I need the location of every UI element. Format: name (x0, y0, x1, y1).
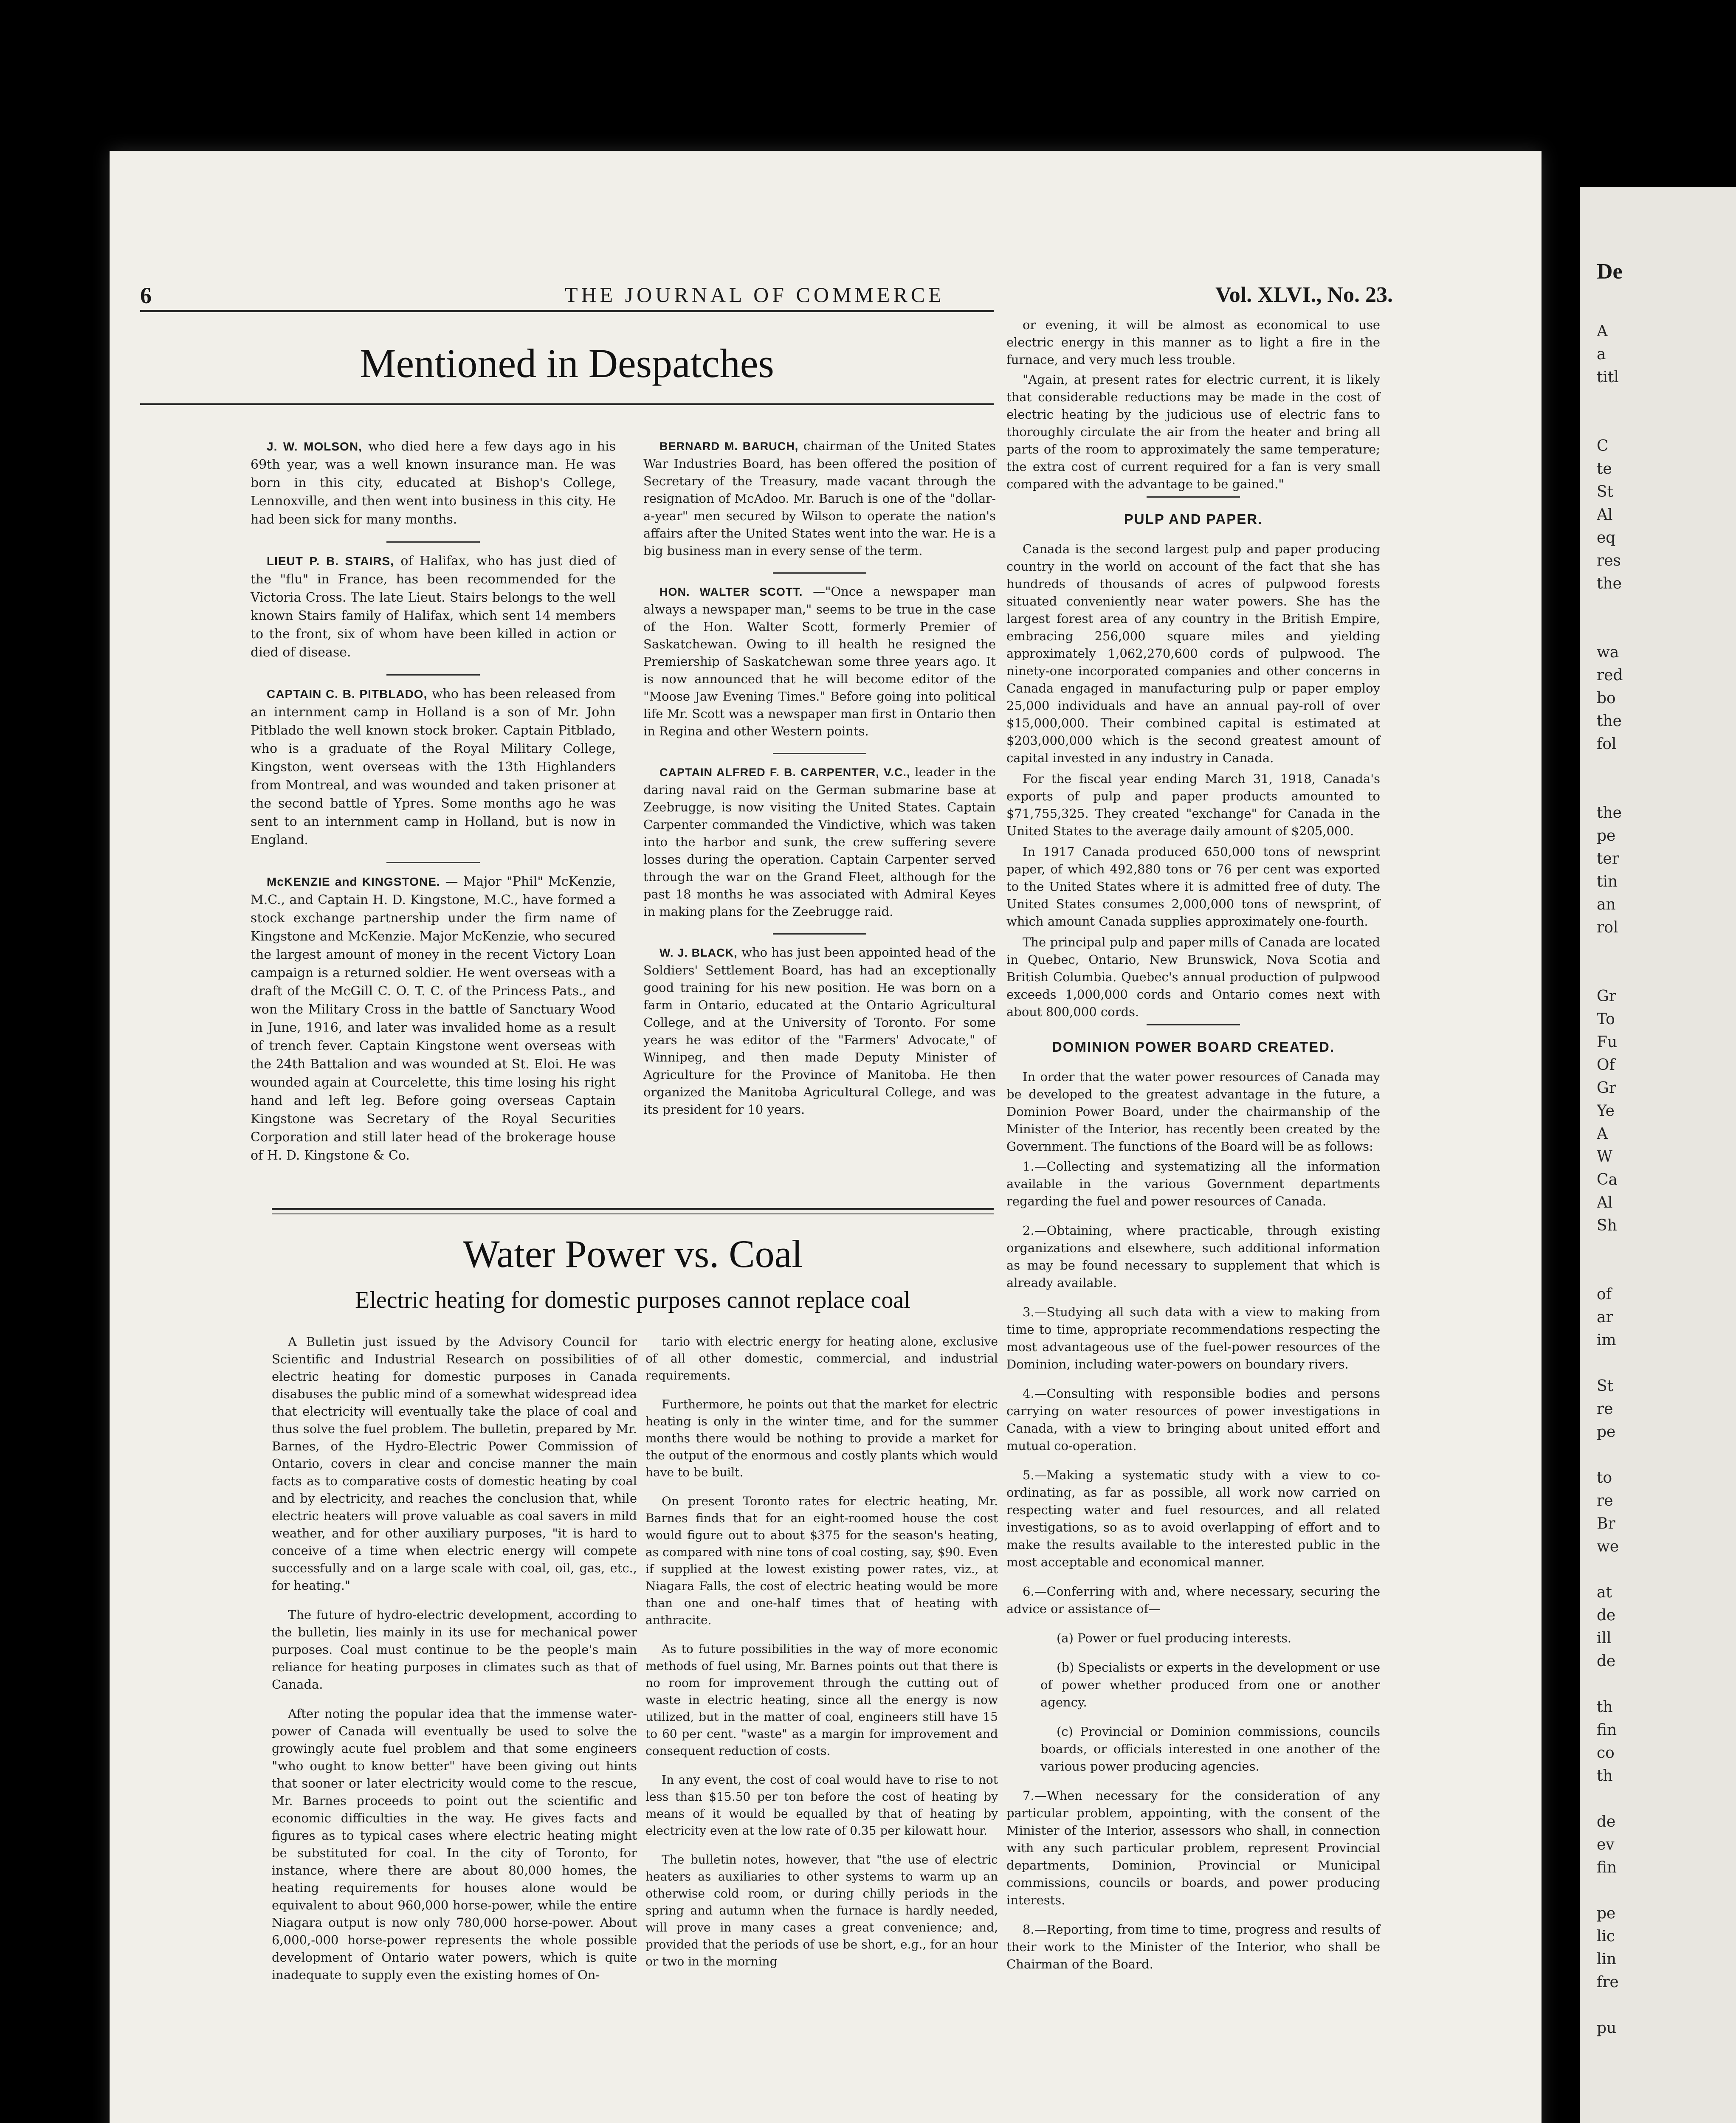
adjacent-text-fragment: to (1597, 1469, 1612, 1487)
adjacent-text-fragment: eq (1597, 529, 1616, 546)
despatch-text: chairman of the United States War Industries Board, has been offered the position of Secretary of the Treasury, made vacant through the resignation of McAdoo. Mr. Baruch is one of the "dollar-a-year" men secured by Wilson to operate the nation's affairs after the United States went into the war. He is a big business man in every sense of the term. (643, 439, 996, 558)
adjacent-text-fragment: Sh (1597, 1217, 1617, 1234)
section-separator (1147, 496, 1240, 498)
pulp-paper-heading: PULP AND PAPER. (1124, 511, 1263, 527)
adjacent-text-fragment: pe (1597, 1423, 1616, 1441)
adjacent-text-fragment: To (1597, 1011, 1615, 1028)
pulp-paragraph: In 1917 Canada produced 650,000 tons of newsprint paper, of which 492,880 tons or 76 per cent was exported to the United States where it is admitted free of duty. The United States consumes 2,000,000 tons of newsprint, of which amount Canada supplies approximately one-fourth. (1006, 845, 1380, 929)
header-rule (140, 310, 994, 312)
despatch-text: — Major "Phil" McKenzie, M.C., and Captain H. D. Kingstone, M.C., have formed a stock exchange partnership under the firm name of Kingstone and McKenzie. Major McKenzie, who secured the largest amount of money in the recent Victory Loan campaign is a returned soldier. He went overseas with a draft of the McGill C. O. T. C. of the Princess Pats., and won the Military Cross in the battle of Sanctuary Wood in June, 1916, and later was invalided home as a result of trench fever. Captain Kingstone went overseas with the 24th Battalion and was wounded at St. Eloi. He was wounded again at Courcelette, this time losing his right hand and left leg. Before going overseas Captain Kingstone was Secretary of the Royal Securities Corporation and still later head of the brokerage house of H. D. Kingstone & Co. (251, 874, 616, 1163)
adjacent-text-fragment: Al (1597, 1194, 1613, 1211)
adjacent-text-fragment: th (1597, 1698, 1613, 1716)
adjacent-text-fragment: we (1597, 1538, 1619, 1555)
water-power-subtitle: Electric heating for domestic purposes cannot replace coal (355, 1287, 910, 1313)
adjacent-text-fragment: wa (1597, 644, 1619, 661)
despatch-paragraph (251, 552, 616, 662)
adjacent-text-fragment (1597, 779, 1733, 802)
adjacent-text-fragment: fre (1597, 1974, 1619, 1991)
despatches-left-column (251, 437, 616, 1177)
adjacent-text-fragment (1597, 1444, 1733, 1467)
adjacent-text-fragment: co (1597, 1744, 1615, 1762)
article-paragraph: As to future possibilities in the way of more economic methods of fuel using, Mr. Barnes points out that there is no room for improvement through the cutting out of waste in electric heating, since all the energy is now utilized, but in the matter of coal, engineers still have 15 to 60 per cent. "waste" as a margin for improvement and consequent reduction of costs. (645, 1642, 998, 1758)
item-separator (773, 933, 866, 935)
page-number: 6 (140, 283, 152, 308)
adjacent-page-fragments (1597, 297, 1733, 2040)
despatch-text: —"Once a newspaper man always a newspaper man," seems to be true in the case of the Hon. Walter Scott, formerly Premier of Saskatchewan. Owing to ill health he resigned the Premiership of Saskatchewan some three years ago. It is now announced that he will become editor of the "Moose Jaw Evening Times." Before going into political life Mr. Scott was a newspaper man first in Ontario then in Regina and other Western points. (643, 584, 996, 738)
despatch-name: HON. WALTER SCOTT. (659, 586, 803, 598)
right-column (1006, 316, 1380, 1985)
power-board-function: 8.—Reporting, from time to time, progress and results of their work to the Minister of the Interior, who shall be Chairman of the Board. (1006, 1922, 1380, 1971)
adjacent-text-fragment: re (1597, 1400, 1613, 1418)
adjacent-text-fragment: bo (1597, 690, 1616, 707)
despatch-paragraph (643, 583, 996, 740)
despatch-name: J. W. MOLSON, (267, 440, 362, 453)
despatch-item (643, 944, 996, 1118)
adjacent-text-fragment: the (1597, 575, 1622, 592)
despatch-item (643, 763, 996, 921)
adjacent-text-fragment: A (1597, 1125, 1608, 1143)
adjacent-text-fragment (1597, 1237, 1733, 1260)
adjacent-text-fragment: the (1597, 804, 1622, 822)
volume-number: Vol. XLVI., No. 23. (1215, 283, 1393, 307)
power-board-function: 2.—Obtaining, where practicable, through existing organizations and elsewhere, such additional information as may be found necessary to supplement that which is already available. (1006, 1223, 1380, 1290)
item-separator (773, 753, 866, 754)
adjacent-text-fragment: Fu (1597, 1033, 1618, 1051)
item-separator (386, 674, 480, 676)
page-header (140, 282, 1393, 308)
adjacent-text-fragment: tin (1597, 873, 1618, 890)
adjacent-text-fragment (1597, 756, 1733, 779)
despatch-item (251, 552, 616, 662)
item-separator (773, 572, 866, 574)
article-paragraph: In any event, the cost of coal would have to rise to not less than $15.50 per ton before the cost of heating by means of it would be equalled by that of heating by electricity even at the low rate of 0.35 per kilowatt hour. (645, 1773, 998, 1838)
adjacent-text-fragment: fin (1597, 1859, 1617, 1876)
despatch-item (251, 873, 616, 1165)
adjacent-text-fragment: Of (1597, 1056, 1615, 1074)
article-paragraph: On present Toronto rates for electric heating, Mr. Barnes finds that for an eight-roomed house the cost would figure out to about $375 for the season's heating, as compared with nine tons of coal costing, say, $90. Even if supplied at the lowest existing power rates, viz., at Niagara Falls, the cost of electric heating would be more than one and one-half times that of heating with anthracite. (645, 1494, 998, 1627)
adjacent-text-fragment (1597, 1673, 1733, 1696)
adjacent-text-fragment (1597, 1994, 1733, 2017)
adjacent-text-fragment: St (1597, 483, 1614, 501)
despatch-name: BERNARD M. BARUCH, (659, 440, 799, 453)
adjacent-text-fragment (1597, 939, 1733, 962)
adjacent-text-fragment (1597, 1352, 1733, 1375)
adjacent-page-header: De (1597, 259, 1623, 284)
despatch-paragraph (643, 437, 996, 560)
section-separator (1147, 1024, 1240, 1025)
adjacent-text-fragment: of (1597, 1286, 1612, 1303)
adjacent-text-fragment: lic (1597, 1928, 1615, 1945)
article-paragraph: tario with electric energy for heating alone, exclusive of all other domestic, commercial, and industrial requirements. (645, 1335, 998, 1382)
item-separator (386, 541, 480, 543)
adjacent-text-fragment: ev (1597, 1836, 1615, 1853)
adjacent-text-fragment: res (1597, 552, 1621, 569)
adjacent-text-fragment: at (1597, 1584, 1612, 1601)
adjacent-text-fragment: pu (1597, 2019, 1617, 2037)
adjacent-text-fragment: de (1597, 1653, 1616, 1670)
despatch-text: who has been released from an internment camp in Holland is a son of Mr. John Pitblado the well known stock broker. Captain Pitblado, who is a graduate of the Royal Military College, Kingston, went overseas with the 13th Highlanders from Montreal, and was wounded and taken prisoner at the second battle of Ypres. Some months ago he was sent to an internment camp in Holland, but is now in England. (251, 687, 616, 848)
adjacent-text-fragment: ter (1597, 850, 1619, 867)
despatches-title: Mentioned in Despatches (360, 341, 774, 386)
continuation-paragraph: "Again, at present rates for electric current, it is likely that considerable reductions may be made in the cost of electric heating by the judicious use of electric fans to thoroughly circulate the air from the heater and bring all parts of the room to approximately the same temperature; the extra cost of current required for a fan is very small compared with the advantage to be gained." (1006, 372, 1380, 491)
pulp-paragraph: The principal pulp and paper mills of Canada are located in Quebec, Ontario, New Brunswick, Nova Scotia and British Columbia. Quebec's annual production of pulpwood exceeds 1,000,000 cords and Ontario comes next with about 800,000 cords. (1006, 935, 1380, 1019)
water-power-title: Water Power vs. Coal (463, 1232, 803, 1275)
despatches-title-rule (140, 403, 994, 405)
adjacent-text-fragment: Br (1597, 1515, 1615, 1532)
despatch-paragraph (643, 944, 996, 1118)
adjacent-text-fragment: C (1597, 437, 1609, 455)
despatch-text: who died here a few days ago in his 69th year, was a well known insurance man. He was born in this city, educated at Bishop's College, Lennoxville, and then went into business in this city. He had been sick for many months. (251, 439, 616, 527)
despatch-item (251, 437, 616, 529)
power-board-subfunction: (a) Power or fuel producing interests. (1057, 1631, 1292, 1645)
power-board-function: 5.—Making a systematic study with a view to co-ordinating, as far as possible, all work now carried on respecting water and fuel resources, and all related investigations, so as to avoid overlapping of effort and to make the results available to the interested public in the most acceptable and economical manner. (1006, 1468, 1380, 1569)
power-board-function: 4.—Consulting with responsible bodies and persons carrying on water resources of power investigations in Canada, with a view to bringing about united effort and mutual co-operation. (1006, 1386, 1380, 1453)
despatch-item (643, 437, 996, 560)
adjacent-text-fragment: th (1597, 1767, 1613, 1785)
pulp-paragraph: For the fiscal year ending March 31, 1918, Canada's exports of pulp and paper products amounted to $71,755,325. They created "exchange" for Canada in the United States to the average daily amount of $205,000. (1006, 771, 1380, 838)
despatch-text: who has just been appointed head of the Soldiers' Settlement Board, has had an exceptionally good training for his new position. He was born on a farm in Ontario, educated at the Ontario Agricultural College, and at the University of Toronto. For some years he was editor of the "Farmers' Advocate," of Winnipeg, and then made Deputy Minister of Agriculture for the Province of Manitoba. He then organized the Manitoba Agricultural College, and was its president for 10 years. (643, 945, 996, 1117)
pulp-paragraph: Canada is the second largest pulp and paper producing country in the world on account of the fact that she has hundreds of thousands of acres of pulpwood forests situated conveniently near water powers. She has the largest forest area of any country in the British Empire, embracing 256,000 square miles and yielding approximately 1,062,270,600 cords of pulpwood. The ninety-one incorporated companies and other concerns in Canada engaged in manufacturing pulp or paper employ 25,000 individuals and have an annual pay-roll of over $15,000,000. Their combined capital is estimated at $203,000,000 which is the second greatest amount of capital invested in any industry in Canada. (1006, 542, 1380, 765)
despatch-paragraph (251, 437, 616, 529)
adjacent-text-fragment: ill (1597, 1630, 1612, 1647)
despatch-name: CAPTAIN C. B. PITBLADO, (267, 687, 428, 701)
adjacent-text-fragment: te (1597, 460, 1612, 478)
article-paragraph: Furthermore, he points out that the market for electric heating is only in the winter time, and for the summer months there would be nothing to provide a market for the output of the enormous and costly plants which would have to be built. (645, 1397, 998, 1479)
despatches-right-column (643, 437, 996, 1131)
adjacent-text-fragment: rol (1597, 919, 1618, 936)
adjacent-text-fragment (1597, 1260, 1733, 1283)
despatch-text: leader in the daring naval raid on the German submarine base at Zeebrugge, is now visiting the United States. Captain Carpenter commanded the Vindictive, which was taken into the harbor and sunk, the crew suffering severe losses during the operation. Captain Carpenter served through the war on the Grand Fleet, although for the past 18 months he was associated with Admiral Keyes in making plans for the Zeebrugge raid. (643, 765, 996, 919)
adjacent-text-fragment: A (1597, 323, 1608, 340)
adjacent-text-fragment (1597, 1558, 1733, 1581)
despatch-name: CAPTAIN ALFRED F. B. CARPENTER, V.C., (659, 766, 910, 779)
adjacent-text-fragment (1597, 1788, 1733, 1810)
despatch-item (643, 583, 996, 740)
adjacent-text-fragment (1597, 389, 1733, 412)
adjacent-text-fragment: fol (1597, 735, 1617, 753)
article-paragraph: The bulletin notes, however, that "the use of electric heaters as auxiliaries to other systems to warm up an otherwise cold room, or during chilly periods in the spring and autumn when the furnace is hardly needed, will prove in many cases a great convenience; and, provided that the periods of use be short, e.g., for an hour or two in the morning (645, 1853, 998, 1968)
despatch-paragraph (643, 763, 996, 921)
water-power-middle-column (645, 1333, 998, 1982)
adjacent-text-fragment (1597, 1879, 1733, 1902)
adjacent-text-fragment: red (1597, 667, 1623, 684)
adjacent-text-fragment: titl (1597, 369, 1619, 386)
adjacent-text-fragment: de (1597, 1607, 1616, 1624)
adjacent-text-fragment: the (1597, 712, 1622, 730)
despatch-name: McKENZIE and KINGSTONE. (267, 875, 440, 888)
adjacent-text-fragment: Al (1597, 506, 1613, 524)
power-board-function: 7.—When necessary for the consideration of any particular problem, appointing, with the consent of the Minister of the Interior, assessors who shall, in connection with any such particular problem, represent Provincial departments, Dominion, Provincial or Municipal commissions, councils or boards, and power producing interests. (1006, 1788, 1380, 1907)
adjacent-text-fragment: de (1597, 1813, 1616, 1830)
continuation-paragraph: or evening, it will be almost as economical to use electric energy in this manner as to light a fire in the furnace, and very much less trouble. (1006, 318, 1380, 367)
article-paragraph: The future of hydro-electric development, according to the bulletin, lies mainly in its use for mechanical power purposes. Coal must continue to be the people's main reliance for heating purposes in climates such as that of Canada. (272, 1608, 637, 1692)
water-power-rule-top (272, 1208, 994, 1210)
despatch-name: LIEUT P. B. STAIRS, (267, 555, 394, 568)
adjacent-text-fragment (1597, 412, 1733, 435)
adjacent-text-fragment: fin (1597, 1721, 1617, 1739)
adjacent-text-fragment (1597, 297, 1733, 320)
adjacent-text-fragment: re (1597, 1492, 1613, 1509)
adjacent-text-fragment: Gr (1597, 988, 1616, 1005)
adjacent-text-fragment: im (1597, 1332, 1616, 1349)
adjacent-text-fragment (1597, 595, 1733, 618)
adjacent-text-fragment: ar (1597, 1309, 1613, 1326)
despatch-paragraph (251, 685, 616, 849)
adjacent-text-fragment: a (1597, 346, 1606, 363)
adjacent-text-fragment: St (1597, 1377, 1614, 1395)
masthead: THE JOURNAL OF COMMERCE (565, 283, 945, 307)
article-paragraph: After noting the popular idea that the immense water-power of Canada will eventually be used to solve the growingly acute fuel problem and that some engineers "who ought to know better" have been giving out hints that sooner or later electricity would come to the rescue, Mr. Barnes proceeds to point out the scientific and economic difficulties in the way. He gives facts and figures as to typical cases where electric heating might be substituted for coal. In the city of Toronto, for instance, where there are about 80,000 homes, the heating requirements for houses alone would be equivalent to about 960,000 horse-power, while the entire Niagara output is now only 780,000 horse-power. About 6,000,-000 horse-power represents the whole possible development of Ontario water powers, which is quite inadequate to supply even the existing homes of On- (272, 1706, 637, 1982)
power-board-heading: DOMINION POWER BOARD CREATED. (1051, 1039, 1335, 1055)
adjacent-text-fragment: W (1597, 1148, 1613, 1166)
power-board-intro: In order that the water power resources of Canada may be developed to the greatest advantage in the future, a Dominion Power Board, under the chairmanship of the Minister of the Interior, has recently been created by the Government. The functions of the Board will be as follows: (1006, 1070, 1380, 1154)
adjacent-text-fragment: an (1597, 896, 1616, 913)
despatch-item (251, 685, 616, 849)
adjacent-text-fragment: pe (1597, 827, 1616, 845)
adjacent-text-fragment: lin (1597, 1951, 1617, 1968)
power-board-function: 6.—Conferring with and, where necessary, securing the advice or assistance of— (1006, 1584, 1380, 1616)
adjacent-text-fragment: Gr (1597, 1079, 1616, 1097)
adjacent-text-fragment: Ye (1597, 1102, 1615, 1120)
adjacent-text-fragment: pe (1597, 1905, 1616, 1922)
power-board-function: 1.—Collecting and systematizing all the information available in the various Government departments regarding the fuel and power resources of Canada. (1006, 1159, 1380, 1208)
power-board-subfunction: (c) Provincial or Dominion commissions, councils boards, or officials interested in one another of the various power producing agencies. (1040, 1724, 1380, 1774)
adjacent-text-fragment (1597, 618, 1733, 641)
despatch-paragraph (251, 873, 616, 1165)
adjacent-page-edge (1580, 187, 1736, 2123)
adjacent-text-fragment: Ca (1597, 1171, 1618, 1188)
item-separator (386, 862, 480, 863)
despatch-name: W. J. BLACK, (659, 946, 738, 959)
power-board-subfunction: (b) Specialists or experts in the development or use of power whether produced from one or another agency. (1040, 1660, 1380, 1709)
power-board-function: 3.—Studying all such data with a view to making from time to time, appropriate recommendations respecting the most advantageous use of the fuel-power resources of the Dominion, including water-powers on boundary rivers. (1006, 1305, 1380, 1371)
article-paragraph: A Bulletin just issued by the Advisory Council for Scientific and Industrial Research on possibilities of electric heating for domestic purposes in Canada disabuses the public mind of a somewhat widespread idea that electricity will eventually take the place of coal and thus solve the fuel problem. The bulletin, prepared by Mr. Barnes, of the Hydro-Electric Power Commission of Ontario, covers in clear and concise manner the main facts as to comparative costs of domestic heating by coal and by electricity, and reaches the conclusion that, while electric heaters will prove valuable as coal savers in mild weather, and for other auxiliary purposes, "it is hard to conceive of a time when electric energy will compete successfully and on a large scale with coal, oil, gas, etc., for heating." (272, 1335, 637, 1593)
adjacent-text-fragment (1597, 962, 1733, 985)
water-power-left-column (272, 1333, 637, 1996)
despatch-text: of Halifax, who has just died of the "flu" in France, has been recommended for the Victoria Cross. The late Lieut. Stairs belongs to the well known Stairs family of Halifax, which sent 14 members to the front, six of whom have been killed in action or died of disease. (251, 554, 616, 660)
